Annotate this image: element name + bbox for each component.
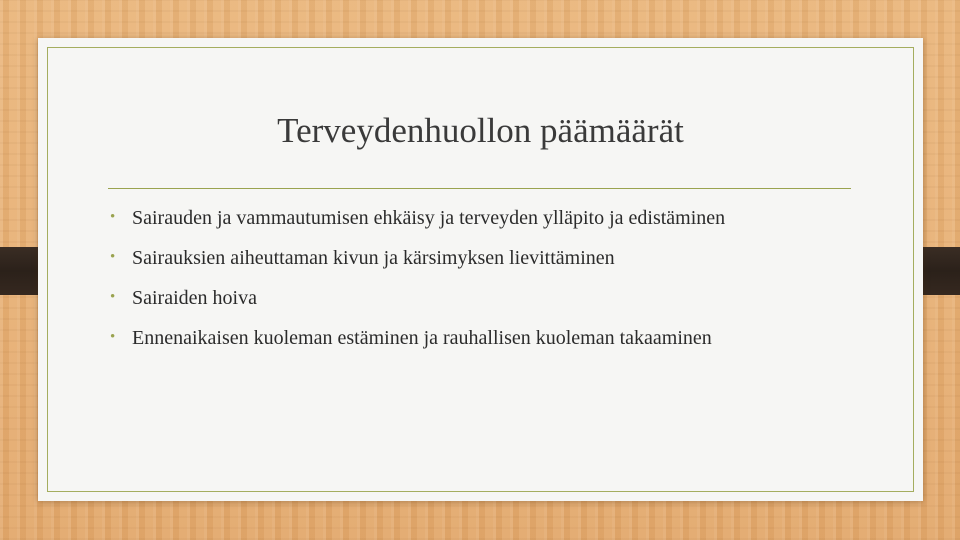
slide-title: Terveydenhuollon päämäärät [277, 111, 684, 150]
bullet-text: Sairaiden hoiva [132, 287, 257, 309]
slide-paper [38, 38, 923, 501]
title-divider [108, 188, 851, 189]
bullet-dot-icon: • [110, 249, 116, 265]
bullet-text: Sairauksien aiheuttaman kivun ja kärsimyksen lievittäminen [132, 247, 615, 269]
bullet-item-4 [110, 324, 870, 352]
bullet-item-2 [110, 244, 870, 272]
bullet-list [110, 204, 870, 364]
bullet-item-3 [110, 284, 870, 312]
bullet-dot-icon: • [110, 209, 116, 225]
bullet-dot-icon: • [110, 329, 116, 345]
bullet-text: Ennenaikaisen kuoleman estäminen ja rauhallisen kuoleman takaaminen [132, 327, 712, 349]
bullet-item-1 [110, 204, 870, 232]
bullet-dot-icon: • [110, 289, 116, 305]
bullet-text: Sairauden ja vammautumisen ehkäisy ja terveyden ylläpito ja edistäminen [132, 207, 726, 229]
